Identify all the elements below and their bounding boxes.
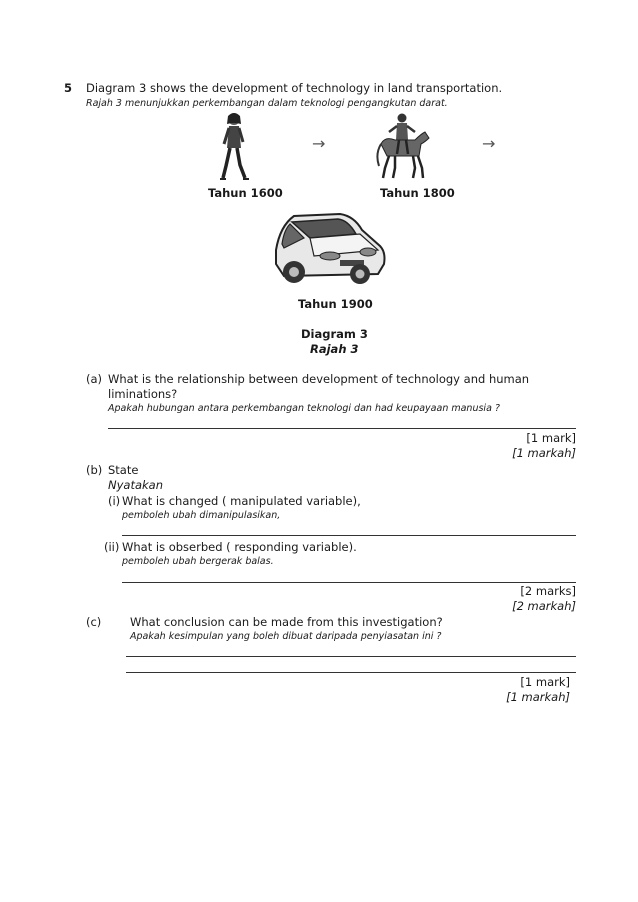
part-a-text-en-line1: What is the relationship between development of technology and human	[108, 372, 530, 386]
question-number: 5	[64, 81, 73, 95]
part-c-answer-line-2[interactable]	[126, 672, 576, 673]
part-a-marks-en: [1 mark]	[526, 431, 576, 445]
part-a-text-en-line2: liminations?	[108, 387, 178, 401]
part-a-answer-line[interactable]	[108, 428, 576, 429]
part-b-i-text-ms: pemboleh ubah dimanipulasikan,	[122, 510, 281, 521]
part-b-marks-ms: [2 markah]	[512, 599, 576, 613]
part-b-ii-text-ms: pemboleh ubah bergerak balas.	[122, 556, 274, 567]
label-year-1900: Tahun 1900	[298, 297, 373, 311]
part-b-ii-text-en: What is obserbed ( responding variable).	[122, 540, 357, 554]
part-c-label: (c)	[86, 615, 102, 629]
question-intro-ms: Rajah 3 menunjukkan perkembangan dalam teknologi pengangkutan darat.	[86, 98, 448, 109]
arrow-icon: →	[312, 134, 326, 153]
part-b-i-text-en: What is changed ( manipulated variable),	[122, 494, 361, 508]
part-b-marks-en: [2 marks]	[520, 584, 576, 598]
part-c-answer-line-1[interactable]	[126, 656, 576, 657]
label-year-1800: Tahun 1800	[380, 186, 455, 200]
part-a-marks-ms: [1 markah]	[512, 446, 576, 460]
horse-rider-image	[375, 110, 431, 182]
car-image	[270, 208, 388, 288]
part-a-label: (a)	[86, 372, 103, 386]
part-c-text-en: What conclusion can be made from this investigation?	[130, 615, 443, 629]
diagram-caption-en: Diagram 3	[301, 327, 368, 341]
part-b-title-ms: Nyatakan	[108, 478, 164, 492]
question-intro-en: Diagram 3 shows the development of technology in land transportation.	[86, 81, 503, 95]
part-c-marks-en: [1 mark]	[520, 675, 570, 689]
arrow-icon: →	[482, 134, 496, 153]
walking-man-image	[216, 110, 252, 182]
diagram-caption-ms: Rajah 3	[310, 342, 359, 356]
part-b-ii-label: (ii)	[104, 540, 120, 554]
part-b-i-answer-line[interactable]	[122, 535, 576, 536]
part-b-label: (b)	[86, 463, 103, 477]
part-a-text-ms: Apakah hubungan antara perkembangan teknologi dan had keupayaan manusia ?	[108, 403, 500, 414]
part-b-title-en: State	[108, 463, 139, 477]
label-year-1600: Tahun 1600	[208, 186, 283, 200]
part-b-ii-answer-line[interactable]	[122, 582, 576, 583]
part-c-text-ms: Apakah kesimpulan yang boleh dibuat daripada penyiasatan ini ?	[130, 631, 442, 642]
part-c-marks-ms: [1 markah]	[506, 690, 570, 704]
part-b-i-label: (i)	[108, 494, 121, 508]
